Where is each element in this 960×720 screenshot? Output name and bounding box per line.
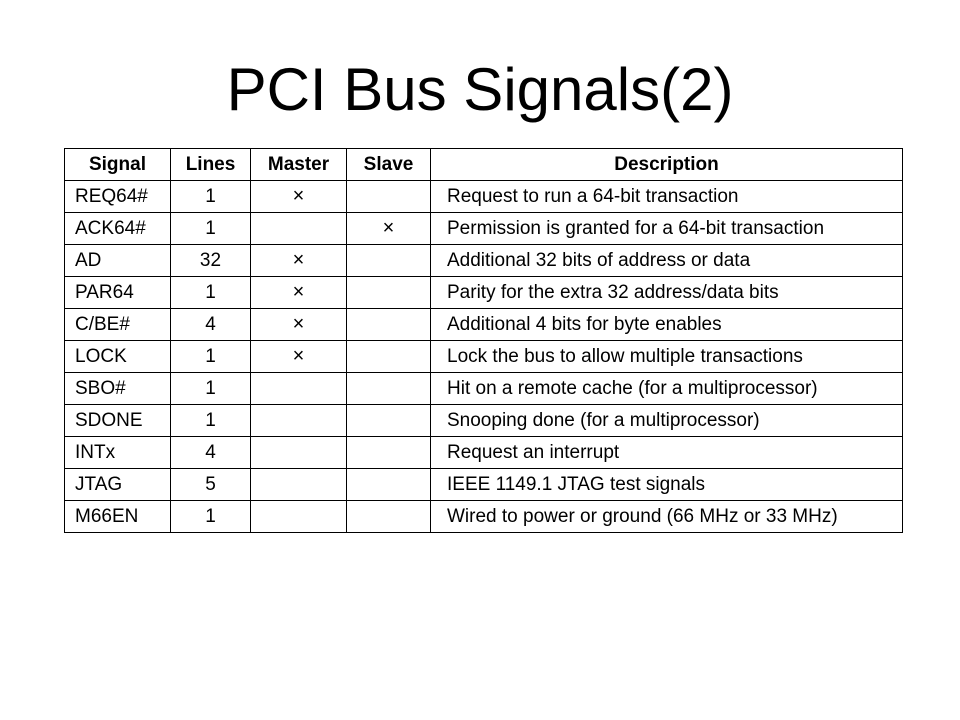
signal-cell: SDONE	[65, 405, 171, 437]
signal-cell: LOCK	[65, 341, 171, 373]
description-cell: Hit on a remote cache (for a multiprocessor)	[431, 373, 903, 405]
lines-cell: 1	[171, 277, 251, 309]
lines-cell: 1	[171, 373, 251, 405]
master-cell: ×	[251, 341, 347, 373]
description-cell: Permission is granted for a 64-bit transaction	[431, 213, 903, 245]
lines-cell: 32	[171, 245, 251, 277]
signal-cell: ACK64#	[65, 213, 171, 245]
table-row	[65, 245, 903, 277]
lines-cell: 1	[171, 501, 251, 533]
slide-title: PCI Bus Signals(2)	[226, 56, 734, 123]
master-cell	[251, 405, 347, 437]
slave-cell	[347, 373, 431, 405]
description-cell: Parity for the extra 32 address/data bits	[431, 277, 903, 309]
header-slave: Slave	[347, 149, 431, 181]
header-description: Description	[431, 149, 903, 181]
master-cell	[251, 213, 347, 245]
table-header-row	[65, 149, 903, 181]
table-row	[65, 309, 903, 341]
slave-cell	[347, 501, 431, 533]
table-row	[65, 469, 903, 501]
description-cell: Request an interrupt	[431, 437, 903, 469]
lines-cell: 4	[171, 309, 251, 341]
lines-cell: 1	[171, 181, 251, 213]
description-cell: Request to run a 64-bit transaction	[431, 181, 903, 213]
lines-cell: 5	[171, 469, 251, 501]
description-cell: Snooping done (for a multiprocessor)	[431, 405, 903, 437]
master-cell	[251, 437, 347, 469]
master-cell	[251, 501, 347, 533]
header-lines: Lines	[171, 149, 251, 181]
table-row	[65, 181, 903, 213]
signal-cell: AD	[65, 245, 171, 277]
description-cell: IEEE 1149.1 JTAG test signals	[431, 469, 903, 501]
header-signal: Signal	[65, 149, 171, 181]
slave-cell	[347, 469, 431, 501]
signal-cell: JTAG	[65, 469, 171, 501]
table-row	[65, 373, 903, 405]
table-row	[65, 405, 903, 437]
signal-cell: C/BE#	[65, 309, 171, 341]
slave-cell	[347, 437, 431, 469]
description-cell: Wired to power or ground (66 MHz or 33 MHz)	[431, 501, 903, 533]
table-row	[65, 277, 903, 309]
signal-cell: PAR64	[65, 277, 171, 309]
master-cell: ×	[251, 309, 347, 341]
slave-cell	[347, 245, 431, 277]
slave-cell: ×	[347, 213, 431, 245]
slave-cell	[347, 181, 431, 213]
table-row	[65, 213, 903, 245]
lines-cell: 1	[171, 213, 251, 245]
table-row	[65, 501, 903, 533]
signal-cell: SBO#	[65, 373, 171, 405]
description-cell: Lock the bus to allow multiple transactions	[431, 341, 903, 373]
master-cell	[251, 469, 347, 501]
lines-cell: 1	[171, 405, 251, 437]
slave-cell	[347, 405, 431, 437]
slave-cell	[347, 277, 431, 309]
master-cell	[251, 373, 347, 405]
description-cell: Additional 32 bits of address or data	[431, 245, 903, 277]
master-cell: ×	[251, 181, 347, 213]
signal-table	[64, 148, 903, 533]
master-cell: ×	[251, 277, 347, 309]
master-cell: ×	[251, 245, 347, 277]
slave-cell	[347, 341, 431, 373]
signal-cell: M66EN	[65, 501, 171, 533]
header-master: Master	[251, 149, 347, 181]
lines-cell: 1	[171, 341, 251, 373]
lines-cell: 4	[171, 437, 251, 469]
table-row	[65, 341, 903, 373]
signal-cell: INTx	[65, 437, 171, 469]
slave-cell	[347, 309, 431, 341]
table-row	[65, 437, 903, 469]
description-cell: Additional 4 bits for byte enables	[431, 309, 903, 341]
signal-cell: REQ64#	[65, 181, 171, 213]
